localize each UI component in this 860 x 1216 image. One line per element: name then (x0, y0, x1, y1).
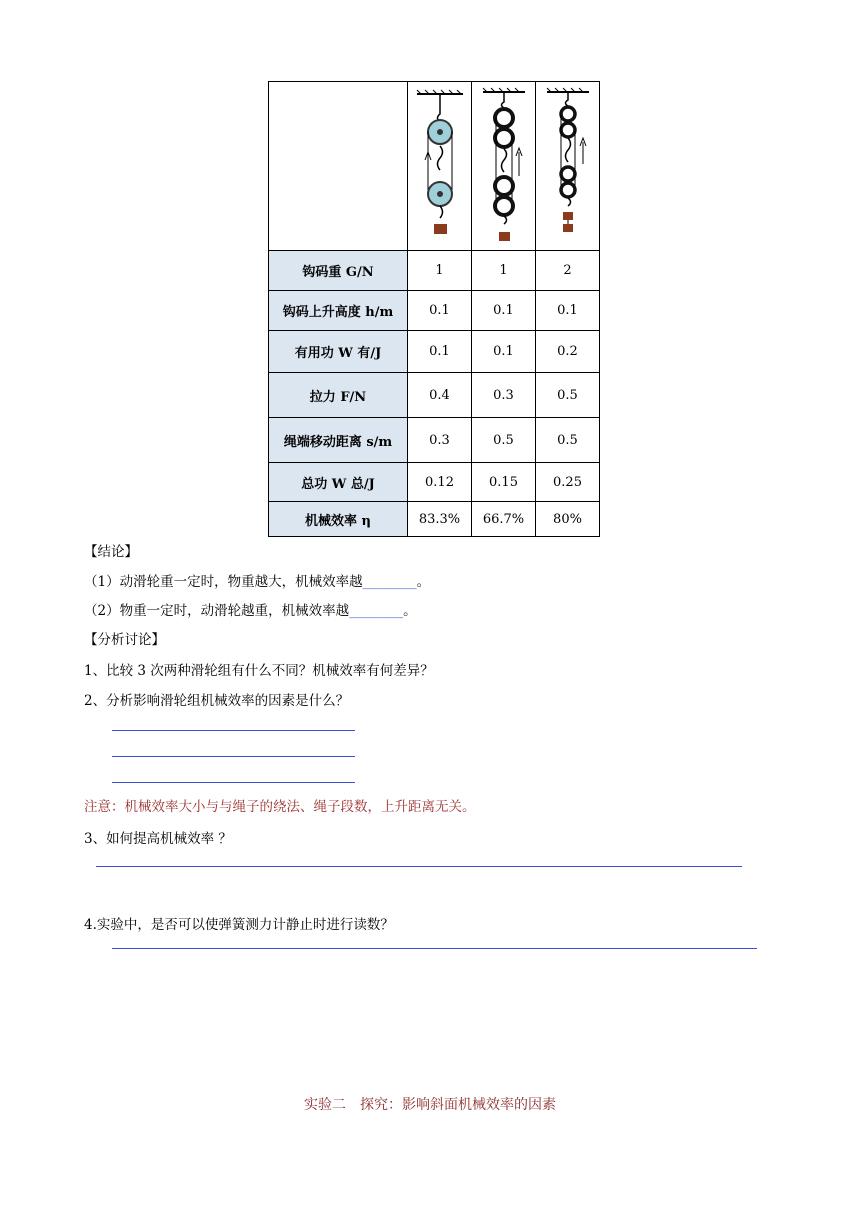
pulley-diagram-3-icon (543, 86, 593, 246)
answer-line-1[interactable] (112, 730, 355, 731)
cell-value: 0.3 (408, 418, 472, 463)
cell-value: 0.5 (536, 418, 600, 463)
cell-value: 0.2 (536, 331, 600, 373)
table-row (269, 418, 600, 463)
answer-line-q3[interactable] (96, 866, 742, 867)
cell-value: 66.7% (472, 502, 536, 537)
discussion-heading: 【分析讨论】 (84, 632, 165, 648)
pulley-diagram-1-icon (415, 86, 465, 246)
question-3: 3、如何提高机械效率 ？ (84, 831, 232, 847)
conclusion-item-2-end: 。 (403, 603, 417, 619)
answer-line-2[interactable] (112, 756, 355, 757)
cell-value: 0.4 (408, 373, 472, 418)
answer-blank-2[interactable]: ________ (349, 603, 404, 619)
question-2: 2、分析影响滑轮组机械效率的因素是什么？ (84, 693, 350, 709)
conclusion-item-2-text: （2）物重一定时，动滑轮越重，机械效率越 (84, 603, 350, 619)
image-row (269, 82, 600, 251)
conclusion-item-1 (84, 570, 430, 590)
cell-value: 0.15 (472, 463, 536, 502)
cell-value: 0.1 (536, 291, 600, 331)
cell-value: 0.1 (408, 331, 472, 373)
cell-value: 0.1 (408, 291, 472, 331)
row-label: 拉力 F/N (269, 373, 408, 418)
question-1: 1、比较 3 次两种滑轮组有什么不同？机械效率有何差异？ (84, 663, 434, 679)
pulley-image-3 (536, 82, 600, 251)
pulley-image-1 (408, 82, 472, 251)
cell-value: 1 (408, 251, 472, 291)
conclusion-item-1-text: （1）动滑轮重一定时，物重越大，机械效率越 (84, 574, 363, 590)
cell-value: 0.5 (472, 418, 536, 463)
table-row (269, 502, 600, 537)
table-row (269, 291, 600, 331)
cell-value: 1 (472, 251, 536, 291)
row-label: 机械效率 η (269, 502, 408, 537)
question-4: 4.实验中，是否可以使弹簧测力计静止时进行读数？ (84, 917, 394, 933)
row-label: 总功 W 总/J (269, 463, 408, 502)
conclusion-item-2 (84, 599, 417, 619)
cell-value: 83.3% (408, 502, 472, 537)
answer-blank-1[interactable]: ________ (362, 574, 417, 590)
table-row (269, 331, 600, 373)
pulley-diagram-2-icon (479, 86, 529, 246)
table-row (269, 251, 600, 291)
cell-value: 80% (536, 502, 600, 537)
section-2-title: 实验二 探究：影响斜面机械效率的因素 (304, 1097, 556, 1113)
cell-value: 0.1 (472, 291, 536, 331)
answer-line-q4[interactable] (112, 948, 757, 949)
pulley-image-2 (472, 82, 536, 251)
conclusion-item-1-end: 。 (416, 574, 431, 590)
row-label: 有用功 W 有/J (269, 331, 408, 373)
cell-value: 0.5 (536, 373, 600, 418)
table-row (269, 373, 600, 418)
note-text: 注意：机械效率大小与与绳子的绕法、绳子段数，上升距离无关。 (84, 799, 476, 815)
cell-value: 2 (536, 251, 600, 291)
row-label: 钩码重 G/N (269, 251, 408, 291)
row-label: 钩码上升高度 h/m (269, 291, 408, 331)
answer-line-3[interactable] (112, 782, 355, 783)
cell-value: 0.12 (408, 463, 472, 502)
pulley-data-table (268, 81, 600, 537)
cell-value: 0.3 (472, 373, 536, 418)
row-label: 绳端移动距离 s/m (269, 418, 408, 463)
conclusion-heading: 【结论】 (84, 544, 138, 560)
cell-value: 0.25 (536, 463, 600, 502)
table-row (269, 463, 600, 502)
table-corner-cell (269, 82, 408, 251)
cell-value: 0.1 (472, 331, 536, 373)
